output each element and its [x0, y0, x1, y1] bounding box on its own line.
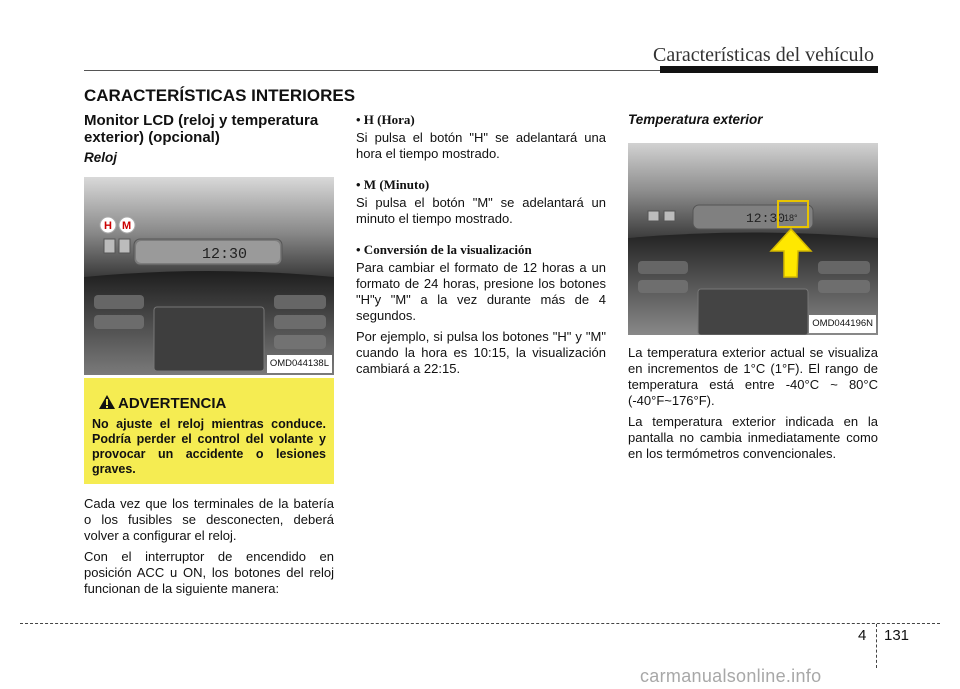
minute-bullet: • M (Minuto)	[356, 177, 430, 192]
format-bullet: • Conversión de la visualización	[356, 242, 532, 257]
temperature-photo-display: 12:30	[746, 211, 786, 226]
warning-box	[84, 378, 334, 484]
temperature-subheading: Temperatura exterior	[628, 112, 763, 127]
section-title: CARACTERÍSTICAS INTERIORES	[84, 86, 356, 105]
temperature-range-paragraph: La temperatura exterior actual se visualiza en incrementos de 1°C (1°F). El rango de temperatura está entre -40°C ~ 80°C (-40°F~176°F).	[628, 345, 878, 408]
watermark: carmanualsonline.info	[640, 666, 822, 686]
running-header: Características del vehículo	[652, 44, 874, 66]
hour-button-label: H	[104, 220, 112, 232]
ignition-paragraph: Con el interruptor de encendido en posición ACC u ON, los botones del reloj funcionan de la siguiente manera:	[84, 549, 334, 596]
temperature-photo-graphic	[628, 143, 878, 335]
column-3	[628, 112, 878, 467]
warning-title: ADVERTENCIA	[118, 395, 227, 412]
example-paragraph: Por ejemplo, si pulsa los botones "H" y "M" cuando la hora es 10:15, la visualización cambiará a 22:15.	[356, 329, 606, 376]
hour-bullet: • H (Hora)	[356, 112, 415, 127]
footer-divider	[876, 624, 877, 668]
column-2	[356, 112, 606, 382]
temperature-photo-label: OMD044196N	[809, 315, 876, 333]
clock-photo-label: OMD044138L	[267, 355, 332, 373]
clock-photo-graphic	[84, 177, 334, 375]
page-number: 131	[884, 627, 910, 644]
warning-text: No ajuste el reloj mientras conduce. Podría perder el control del volante y provocar un accidente o lesiones graves.	[92, 417, 326, 476]
header-bar	[660, 66, 878, 73]
clock-photo	[84, 177, 334, 375]
minute-paragraph: Si pulsa el botón "M" se adelantará un minuto el tiempo mostrado.	[356, 195, 606, 226]
column-1-bottom	[84, 496, 334, 602]
warning-icon	[98, 394, 116, 410]
chapter-number: 4	[858, 627, 867, 644]
temperature-photo-value: 18°	[784, 213, 798, 223]
header-rule	[84, 70, 660, 71]
column-1	[84, 112, 334, 375]
clock-subheading: Reloj	[84, 150, 118, 165]
clock-photo-display: 12:30	[202, 246, 248, 263]
hour-paragraph: Si pulsa el botón "H" se adelantará una hora el tiempo mostrado.	[356, 130, 606, 161]
format-paragraph: Para cambiar el formato de 12 horas a un formato de 24 horas, presione los botones "H"y "M" a la vez durante más de 4 segundos.	[356, 260, 606, 323]
temperature-delay-paragraph: La temperatura exterior indicada en la pantalla no cambia inmediatamente como en los termómetros convencionales.	[628, 414, 878, 461]
battery-paragraph: Cada vez que los terminales de la batería o los fusibles se desconecten, deberá volver a configurar el reloj.	[84, 496, 334, 543]
minute-button-label: M	[122, 220, 132, 232]
clock-heading: Monitor LCD (reloj y temperatura exterior) (opcional)	[84, 112, 319, 146]
temperature-photo	[628, 143, 878, 335]
footer-rule	[20, 623, 940, 624]
